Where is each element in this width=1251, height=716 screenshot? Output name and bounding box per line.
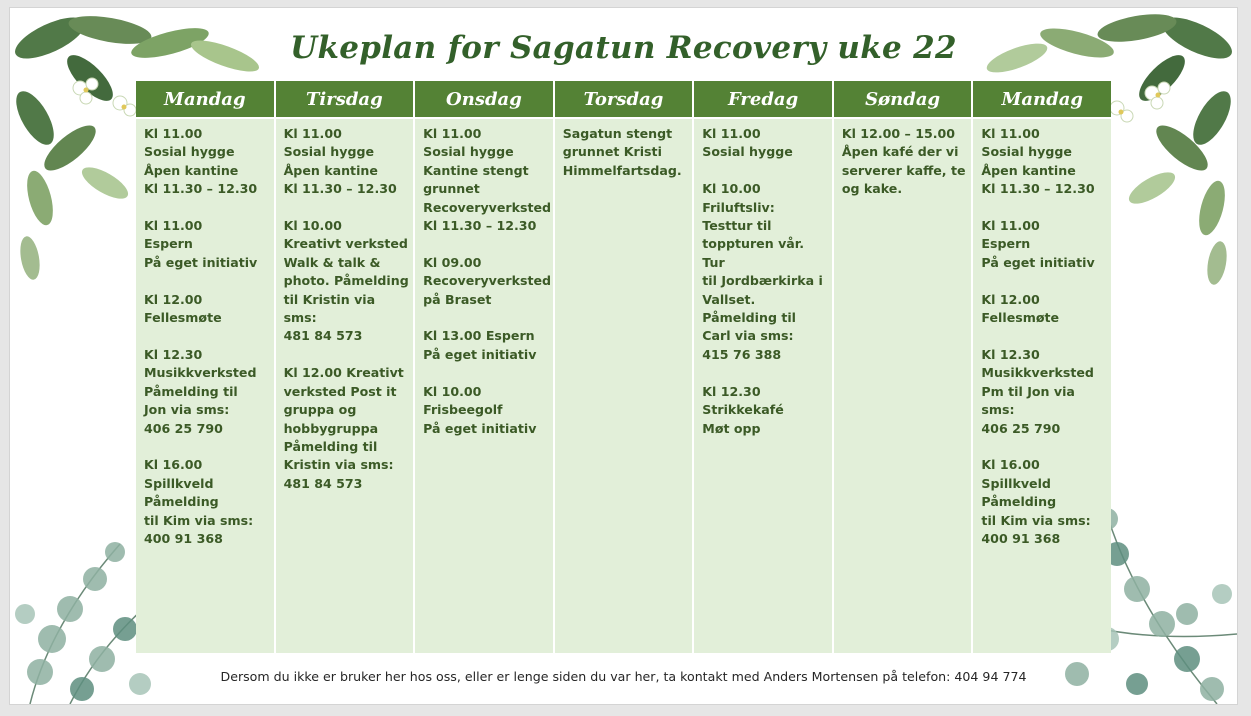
day-header: Søndag — [834, 81, 972, 119]
weekly-plan-slide — [9, 7, 1238, 705]
day-schedule-cell: Sagatun stengt grunnet Kristi Himmelfartsdag. — [555, 119, 693, 653]
day-header: Torsdag — [555, 81, 693, 119]
day-header: Onsdag — [415, 81, 553, 119]
day-header: Tirsdag — [276, 81, 414, 119]
day-header: Mandag — [973, 81, 1111, 119]
contact-footer: Dersom du ikke er bruker her hos oss, eller er lenge siden du var her, ta kontakt med Anders Mortensen på telefon: 404 94 774 — [220, 669, 1027, 684]
day-schedule-cell: Kl 11.00 Sosial hygge Åpen kantine Kl 11.30 – 12.30 Kl 10.00 Kreativt verksted Walk & talk & photo. Påmelding til Kristin via sms: 481 84 573 Kl 12.00 Kreativt verksted Post it gruppa og hobbygruppa Påmelding til Kristin via sms: 481 84 573 — [276, 119, 414, 653]
day-schedule-cell: Kl 11.00 Sosial hygge Åpen kantine Kl 11.30 – 12.30 Kl 11.00 Espern På eget initiativ Kl 12.00 Fellesmøte Kl 12.30 Musikkverksted Påmelding til Jon via sms: 406 25 790 Kl 16.00 Spillkveld Påmelding til Kim via sms: 400 91 368 — [136, 119, 274, 653]
day-schedule-cell: Kl 11.00 Sosial hygge Kl 10.00 Friluftsliv: Testtur til toppturen vår. Tur til Jordbærkirka i Vallset. Påmelding til Carl via sms: 415 76 388 Kl 12.30 Strikkekafé Møt opp — [694, 119, 832, 653]
schedule-table — [136, 81, 1111, 653]
page-title: Ukeplan for Sagatun Recovery uke 22 — [290, 30, 957, 66]
day-header: Mandag — [136, 81, 274, 119]
day-header: Fredag — [694, 81, 832, 119]
day-schedule-cell: Kl 11.00 Sosial hygge Kantine stengt grunnet Recoveryverksted Kl 11.30 – 12.30 Kl 09.00 Recoveryverksted på Braset Kl 13.00 Espern På eget initiativ Kl 10.00 Frisbeegolf På eget initiativ — [415, 119, 553, 653]
day-schedule-cell: Kl 11.00 Sosial hygge Åpen kantine Kl 11.30 – 12.30 Kl 11.00 Espern På eget initiativ Kl 12.00 Fellesmøte Kl 12.30 Musikkverksted Pm til Jon via sms: 406 25 790 Kl 16.00 Spillkveld Påmelding til Kim via sms: 400 91 368 — [973, 119, 1111, 653]
day-schedule-cell: Kl 12.00 – 15.00 Åpen kafé der vi serverer kaffe, te og kake. — [834, 119, 972, 653]
